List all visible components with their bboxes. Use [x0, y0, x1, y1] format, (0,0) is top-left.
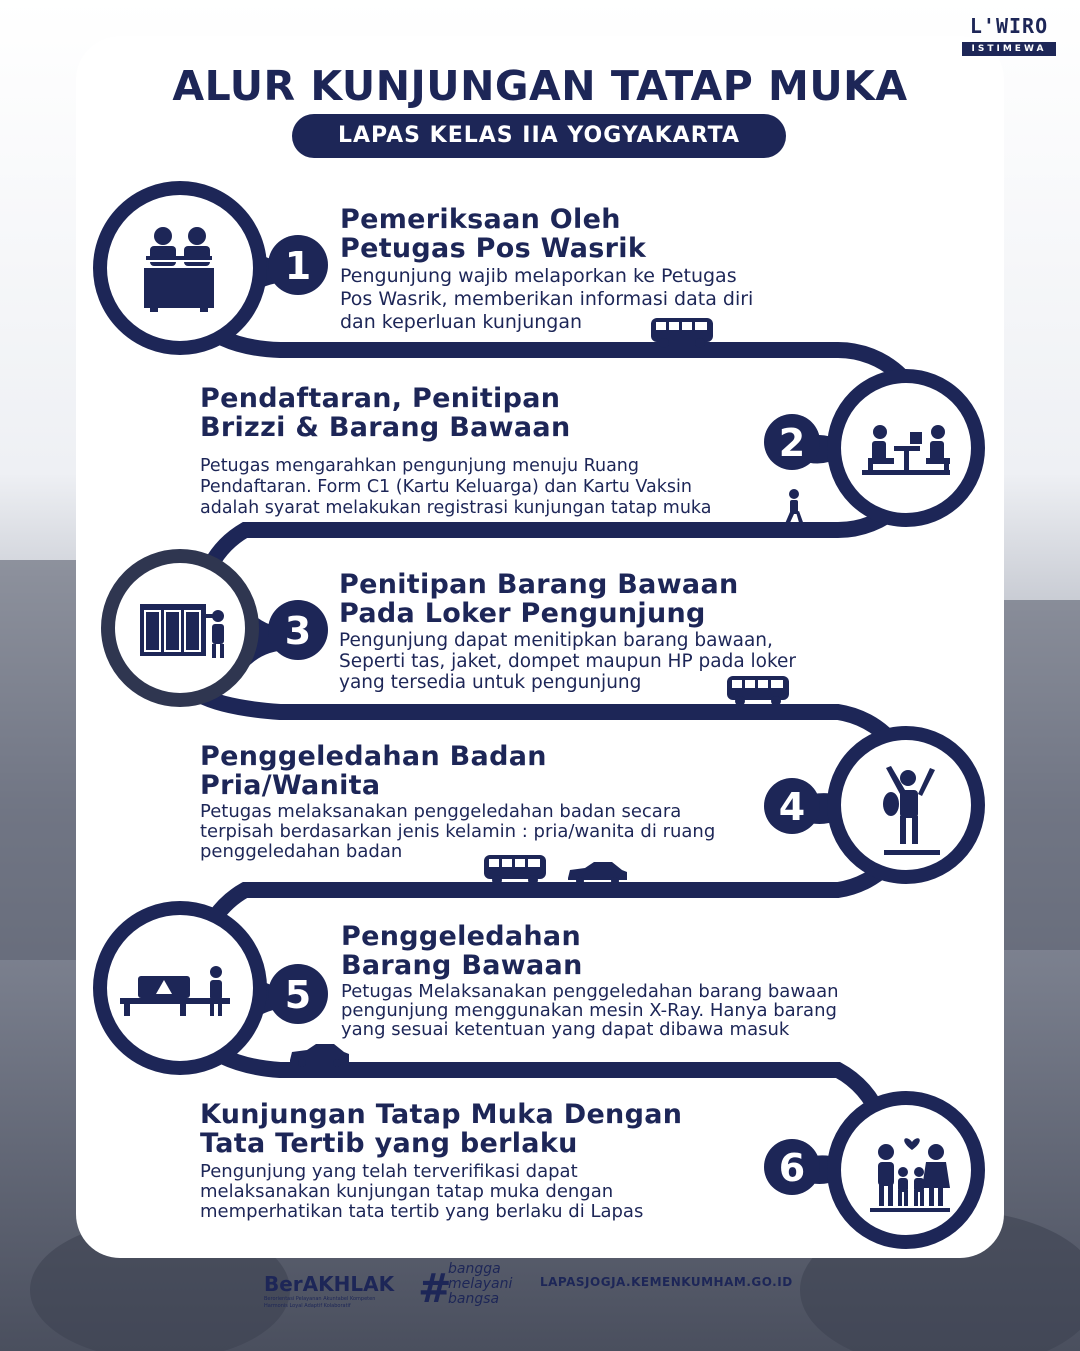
step-4-desc-line: penggeledahan badan	[200, 841, 403, 862]
bangga-word: bangga	[448, 1261, 501, 1277]
step-5-desc-line: yang sesuai ketentuan yang dapat dibawa masuk	[341, 1019, 790, 1040]
website-link[interactable]: LAPASJOGJA.KEMENKUMHAM.GO.ID	[540, 1275, 793, 1289]
step-2-desc	[200, 456, 711, 519]
berakhlak-text: BerAKHLAK	[264, 1272, 395, 1296]
step-4-title-line: Pria/Wanita	[200, 770, 381, 801]
step-6-desc-line: Pengunjung yang telah terverifikasi dapat	[200, 1161, 578, 1182]
step-3	[339, 570, 796, 693]
step-2	[200, 384, 711, 519]
bangga-word: melayani	[448, 1276, 513, 1292]
page-subtitle: LAPAS KELAS IIA YOGYAKARTA	[292, 114, 786, 158]
step-5-title	[341, 922, 839, 980]
step-2-desc-line: Petugas mengarahkan pengunjung menuju Ruang	[200, 456, 639, 476]
step-1-title-line: Pemeriksaan Oleh	[340, 204, 621, 235]
step-5-title-line: Barang Bawaan	[341, 950, 583, 981]
step-1-title-line: Petugas Pos Wasrik	[340, 233, 647, 264]
step-3-number: 3	[284, 609, 312, 653]
step-1	[340, 205, 753, 334]
step-3-title	[339, 570, 796, 628]
step-3-desc-line: yang tersedia untuk pengunjung	[339, 672, 642, 693]
step-5-desc-line: pengunjung menggunakan mesin X-Ray. Hanya barang	[341, 1000, 837, 1021]
step-1-desc	[340, 265, 753, 334]
step-1-desc-line: Pengunjung wajib melaporkan ke Petugas	[340, 265, 737, 287]
logo-sub: ISTIMEWA	[962, 42, 1056, 56]
step-1-desc-line: dan keperluan kunjungan	[340, 311, 583, 333]
step-4-desc-line: terpisah berdasarkan jenis kelamin : pria/wanita di ruang	[200, 821, 716, 842]
step-5-desc-line: Petugas Melaksanakan penggeledahan barang bawaan	[341, 981, 839, 1002]
berakhlak-logo	[264, 1262, 404, 1310]
step-5-title-line: Penggeledahan	[341, 921, 581, 952]
step-4-desc-line: Petugas melaksanakan penggeledahan badan secara	[200, 801, 682, 822]
step-3-title-line: Pada Loker Pengunjung	[339, 598, 706, 629]
step-4-number: 4	[778, 785, 806, 829]
step-2-title-line: Brizzi & Barang Bawaan	[200, 412, 571, 443]
car-icon	[568, 862, 627, 885]
step-3-desc-line: Pengunjung dapat menitipkan barang bawaan,	[339, 630, 773, 651]
step-2-title-line: Pendaftaran, Penitipan	[200, 383, 561, 414]
step-6-desc	[200, 1162, 682, 1222]
step-3-desc-line: Seperti tas, jaket, dompet maupun HP pada loker	[339, 651, 797, 672]
step-6	[200, 1100, 682, 1222]
step-6-title-line: Tata Tertib yang berlaku	[200, 1128, 578, 1159]
step-6-desc-line: melaksanakan kunjungan tatap muka dengan	[200, 1181, 614, 1202]
step-4-title	[200, 742, 715, 800]
logo-brand: L'WIRO	[969, 14, 1049, 38]
page-title: ALUR KUNJUNGAN TATAP MUKA	[172, 62, 908, 110]
step-5-number: 5	[284, 973, 312, 1017]
hashtag-icon: #	[418, 1266, 452, 1312]
step-4-desc	[200, 802, 715, 862]
step-2-number: 2	[778, 421, 806, 465]
step-5	[341, 922, 839, 1039]
step-2-title	[200, 384, 711, 442]
step-6-number: 6	[778, 1146, 806, 1190]
pedestrian-icon	[784, 489, 804, 527]
step-1-number: 1	[284, 244, 312, 288]
step-3-desc	[339, 630, 796, 693]
step-4	[200, 742, 715, 862]
berakhlak-tagline: Harmonis Loyal Adaptif Kolaboratif	[264, 1303, 351, 1309]
berakhlak-tagline: Berorientasi Pelayanan Akuntabel Kompeten	[264, 1296, 376, 1302]
bangga-word: bangsa	[448, 1291, 500, 1307]
step-6-title-line: Kunjungan Tatap Muka Dengan	[200, 1099, 683, 1130]
step-1-title	[340, 205, 753, 263]
bangga-text	[448, 1262, 512, 1307]
step-2-desc-line: adalah syarat melakukan registrasi kunjungan tatap muka	[200, 498, 712, 518]
step-2-desc-line: Pendaftaran. Form C1 (Kartu Keluarga) dan Kartu Vaksin	[200, 477, 692, 497]
step-3-title-line: Penitipan Barang Bawaan	[339, 569, 739, 600]
step-4-title-line: Penggeledahan Badan	[200, 741, 547, 772]
step-6-desc-line: memperhatikan tata tertib yang berlaku di Lapas	[200, 1201, 644, 1222]
step-6-title	[200, 1100, 682, 1158]
step-1-desc-line: Pos Wasrik, memberikan informasi data diri	[340, 288, 754, 310]
step-5-desc	[341, 982, 839, 1039]
